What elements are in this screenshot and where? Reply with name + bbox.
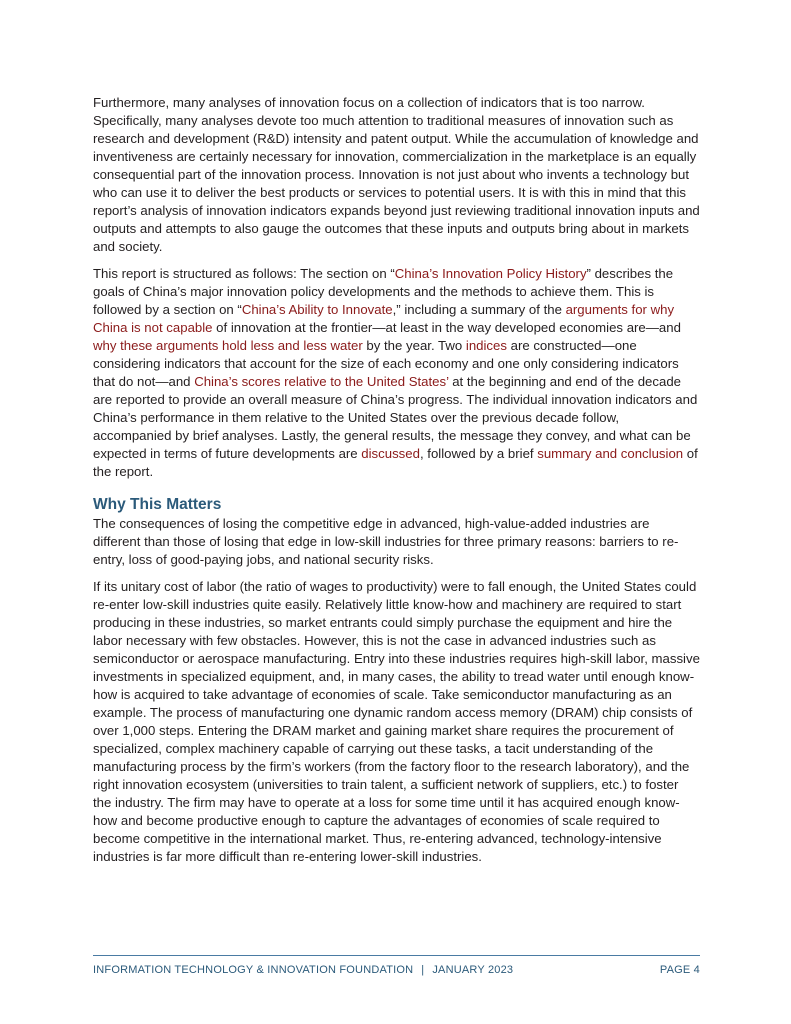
page-number: PAGE 4 bbox=[659, 964, 700, 976]
consequences-paragraph: The consequences of losing the competitive edge in advanced, high-value-added industries are different than those of losing that edge in low-skill industries for three primary reasons: barriers to re-entry, loss of good-paying jobs, and national security risks. bbox=[93, 516, 679, 567]
page-footer bbox=[93, 964, 700, 976]
link-scores-relative[interactable]: China’s scores relative to the United States’ bbox=[194, 374, 449, 389]
footer-org: INFORMATION TECHNOLOGY & INNOVATION FOUNDATION bbox=[93, 964, 414, 976]
link-summary-conclusion[interactable]: summary and conclusion bbox=[537, 446, 684, 461]
text-segment: This report is structured as follows: The section on “ bbox=[93, 266, 395, 281]
text-segment: by the year. Two bbox=[362, 338, 466, 353]
link-arguments-not-capable[interactable]: arguments for why China is not capable bbox=[93, 302, 675, 335]
text-segment: are constructed—one considering indicators that account for the size of each economy and one only considering indicators that do not—and bbox=[93, 338, 679, 389]
text-segment: ,” including a summary of the bbox=[392, 302, 566, 317]
footer-date: JANUARY 2023 bbox=[432, 964, 514, 976]
text-segment: of innovation at the frontier—at least in the way developed economies are—and bbox=[212, 320, 681, 335]
footer-separator: | bbox=[421, 964, 425, 976]
intro-paragraph: Furthermore, many analyses of innovation focus on a collection of indicators that is too narrow. Specifically, many analyses devote too much attention to traditional measures of innovation such as research and development (R&D) intensity and patent output. While the accumulation of knowledge and inventiveness are certainly necessary for innovation, commercialization in the marketplace is an equally consequential part of the innovation process. Innovation is not just about who invents a technology but who can use it to deliver the best products or services to potential users. It is with this in mind that this report’s analysis of innovation indicators expands beyond just reviewing traditional innovation inputs and outputs and attempts to also gauge the outcomes that these inputs and outputs bring about in markets and society. bbox=[93, 95, 700, 254]
main-content bbox=[93, 94, 700, 875]
link-ability-to-innovate[interactable]: China’s Ability to Innovate bbox=[241, 302, 393, 317]
labor-cost-paragraph: If its unitary cost of labor (the ratio of wages to productivity) were to fall enough, the United States could re-enter low-skill industries quite easily. Relatively little know-how and machinery are required to start producing in these industries, so market entrants could simply purchase the equipment and hire the labor necessary with few obstacles. However, this is not the case in advanced industries such as semiconductor or aerospace manufacturing. Entry into these industries requires high-skill labor, massive investments in specialized equipment, and, in many cases, the ability to tread water until enough know-how is acquired to take advantage of economies of scale. Take semiconductor manufacturing as an example. The process of manufacturing one dynamic random access memory (DRAM) chip consists of over 1,000 steps. Entering the DRAM market and gaining market share requires the procurement of specialized, complex machinery capable of carrying out these tasks, a tacit understanding of the manufacturing process by the firm’s workers (from the factory floor to the research laboratory), and the right innovation ecosystem (universities to train talent, a sufficient network of suppliers, etc.) to foster the industry. The firm may have to operate at a loss for some time until it has acquired enough know-how and become productive enough to capture the advantages of economies of scale required to become competitive in the international market. Thus, re-entering advanced, technology-intensive industries is far more difficult than re-entering lower-skill industries. bbox=[93, 579, 700, 864]
text-segment: , followed by a brief bbox=[419, 446, 538, 461]
footer-left bbox=[93, 964, 513, 976]
footer-divider bbox=[93, 955, 700, 956]
text-segment: ” describes the goals of China’s major innovation policy developments and the methods to achieve them. This is followed by a section on “ bbox=[93, 266, 674, 317]
text-segment: at the beginning and end of the decade are reported to provide an overall measure of China’s progress. The individual innovation indicators and China’s performance in them relative to the United States over the previous decade follow, accompanied by brief analyses. Lastly, the general results, the message they convey, and what can be expected in terms of future developments are bbox=[93, 374, 698, 461]
text-segment: of the report. bbox=[93, 446, 698, 479]
link-arguments-hold-less-water[interactable]: why these arguments hold less and less water bbox=[93, 338, 363, 353]
link-discussed[interactable]: discussed bbox=[361, 446, 420, 461]
link-innovation-policy-history[interactable]: China’s Innovation Policy History bbox=[394, 266, 587, 281]
section-heading: Why This Matters bbox=[93, 496, 222, 513]
link-indices[interactable]: indices bbox=[465, 338, 507, 353]
structure-paragraph bbox=[93, 265, 700, 481]
